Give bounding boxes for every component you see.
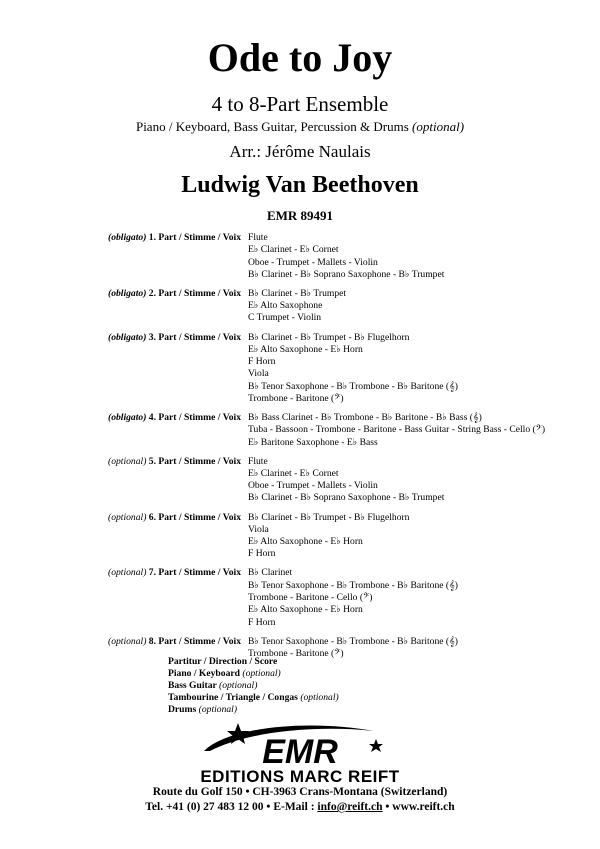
score-item bbox=[168, 668, 339, 680]
instrument-line: Trombone - Baritone (𝄢) bbox=[248, 392, 344, 404]
instrument-line: Oboe - Trumpet - Mallets - Violin bbox=[248, 256, 378, 268]
page-title: Ode to Joy bbox=[207, 35, 393, 80]
publisher-contact bbox=[0, 800, 600, 814]
part-instruments bbox=[248, 232, 598, 281]
instrument-line: E♭ Clarinet - E♭ Cornet bbox=[248, 244, 339, 256]
svg-text:EMR: EMR bbox=[262, 733, 338, 767]
part-number: 8. Part / Stimme / Voix bbox=[148, 635, 241, 647]
instrumentation-note: (optional) bbox=[412, 119, 465, 134]
score-item bbox=[168, 656, 339, 668]
instrument-line: B♭ Tenor Saxophone - B♭ Trombone - B♭ Baritone (𝄞) bbox=[248, 380, 458, 392]
instrument-line: Oboe - Trumpet - Mallets - Violin bbox=[248, 480, 378, 492]
instrument-line: B♭ Tenor Saxophone - B♭ Trombone - B♭ Baritone (𝄞) bbox=[248, 635, 458, 647]
instrument-line: F Horn bbox=[248, 616, 276, 628]
instrument-line: B♭ Clarinet - B♭ Soprano Saxophone - B♭ Trumpet bbox=[248, 492, 445, 504]
instrument-line: B♭ Bass Clarinet - B♭ Trombone - B♭ Baritone - B♭ Bass (𝄞) bbox=[248, 412, 482, 423]
arranger: Arr.: Jérôme Naulais bbox=[229, 142, 371, 161]
score-item-label: Partitur / Direction / Score bbox=[168, 656, 278, 667]
part-label bbox=[0, 288, 241, 300]
part-label bbox=[0, 412, 241, 424]
instrument-line: E♭ Alto Saxophone - E♭ Horn bbox=[248, 536, 363, 548]
part-label bbox=[0, 332, 241, 344]
part-tag: (obligato) bbox=[108, 412, 147, 423]
part-label bbox=[0, 567, 241, 579]
part-number: 7. Part / Stimme / Voix bbox=[148, 567, 241, 579]
score-item-note: (optional) bbox=[198, 704, 238, 716]
instrument-line: E♭ Alto Saxophone - E♭ Horn bbox=[248, 343, 363, 355]
part-tag: (obligato) bbox=[108, 287, 147, 299]
instrument-line: B♭ Clarinet - B♭ Soprano Saxophone - B♭ Trumpet bbox=[248, 268, 445, 280]
part-label bbox=[0, 512, 241, 524]
score-item-label: Drums bbox=[168, 704, 197, 716]
instrument-line: E♭ Alto Saxophone - E♭ Horn bbox=[248, 604, 363, 616]
instrument-line: E♭ Baritone Saxophone - E♭ Bass bbox=[248, 436, 378, 448]
part-instruments bbox=[248, 412, 598, 449]
part-label bbox=[0, 636, 241, 648]
score-item-note: (optional) bbox=[242, 668, 281, 680]
part-number: 5. Part / Stimme / Voix bbox=[148, 455, 241, 467]
part-tag: (obligato) bbox=[108, 232, 147, 243]
part-tag: (optional) bbox=[108, 455, 147, 467]
contact-email[interactable]: info@reift.ch bbox=[317, 801, 383, 813]
emr-logo bbox=[198, 721, 403, 767]
publisher-address: Route du Golf 150 • CH-3963 Crans-Montana (Switzerland) bbox=[152, 786, 448, 798]
score-item bbox=[168, 692, 339, 704]
part-number: 3. Part / Stimme / Voix bbox=[148, 331, 241, 343]
part-number: 4. Part / Stimme / Voix bbox=[148, 412, 241, 423]
instrument-line: Trombone - Baritone - Cello (𝄢) bbox=[248, 591, 373, 603]
contact-website[interactable]: • www.reift.ch bbox=[385, 801, 455, 813]
score-item-label: Tambourine / Triangle / Congas bbox=[168, 692, 298, 704]
catalog-number: EMR 89491 bbox=[266, 208, 334, 223]
part-instruments bbox=[248, 288, 598, 325]
instrument-line: E♭ Alto Saxophone bbox=[248, 300, 323, 312]
instrument-line: B♭ Clarinet - B♭ Trumpet bbox=[248, 287, 347, 299]
instrument-line: Tuba - Bassoon - Trombone - Baritone - Bass Guitar - String Bass - Cello (𝄢) bbox=[248, 424, 546, 436]
instrument-line: B♭ Tenor Saxophone - B♭ Trombone - B♭ Baritone (𝄞) bbox=[248, 579, 458, 591]
part-tag: (optional) bbox=[108, 635, 147, 647]
score-item bbox=[168, 680, 339, 692]
instrument-line: C Trumpet - Violin bbox=[248, 312, 322, 324]
part-tag: (optional) bbox=[108, 511, 147, 523]
part-number: 2. Part / Stimme / Voix bbox=[148, 287, 241, 299]
score-item bbox=[168, 704, 339, 716]
part-instruments bbox=[248, 456, 598, 505]
instrument-line: Viola bbox=[248, 523, 269, 535]
contact-phone: Tel. +41 (0) 27 483 12 00 • E-Mail : bbox=[145, 801, 315, 813]
instrument-line: B♭ Clarinet bbox=[248, 567, 293, 579]
instrument-line: F Horn bbox=[248, 356, 276, 368]
score-list bbox=[168, 656, 339, 716]
instrument-line: Trombone - Baritone (𝄢) bbox=[248, 647, 344, 659]
composer: Ludwig Van Beethoven bbox=[181, 172, 419, 198]
part-instruments bbox=[248, 332, 598, 406]
part-tag: (obligato) bbox=[108, 331, 147, 343]
instrument-line: B♭ Clarinet - B♭ Trumpet - B♭ Flugelhorn bbox=[248, 331, 410, 343]
score-item-note: (optional) bbox=[300, 692, 339, 704]
part-label bbox=[0, 456, 241, 468]
instrument-line: F Horn bbox=[248, 548, 276, 560]
instrument-line: E♭ Clarinet - E♭ Cornet bbox=[248, 467, 339, 479]
instrumentation-line bbox=[0, 119, 600, 135]
part-instruments bbox=[248, 567, 598, 628]
instrumentation-text: Piano / Keyboard, Bass Guitar, Percussion & Drums bbox=[135, 119, 409, 134]
publisher-name: EDITIONS MARC REIFT bbox=[200, 767, 400, 786]
score-item-label: Bass Guitar bbox=[168, 680, 217, 692]
ensemble-subtitle: 4 to 8-Part Ensemble bbox=[211, 92, 389, 116]
part-number: 1. Part / Stimme / Voix bbox=[148, 232, 241, 243]
instrument-line: Viola bbox=[248, 368, 269, 380]
part-instruments bbox=[248, 512, 598, 561]
score-item-note: (optional) bbox=[219, 680, 258, 692]
part-tag: (optional) bbox=[108, 567, 147, 579]
part-label bbox=[0, 232, 241, 244]
instrument-line: Flute bbox=[248, 232, 268, 243]
instrument-line: B♭ Clarinet - B♭ Trumpet - B♭ Flugelhorn bbox=[248, 511, 410, 523]
score-item-label: Piano / Keyboard bbox=[168, 668, 240, 680]
part-number: 6. Part / Stimme / Voix bbox=[148, 511, 241, 523]
instrument-line: Flute bbox=[248, 455, 268, 467]
